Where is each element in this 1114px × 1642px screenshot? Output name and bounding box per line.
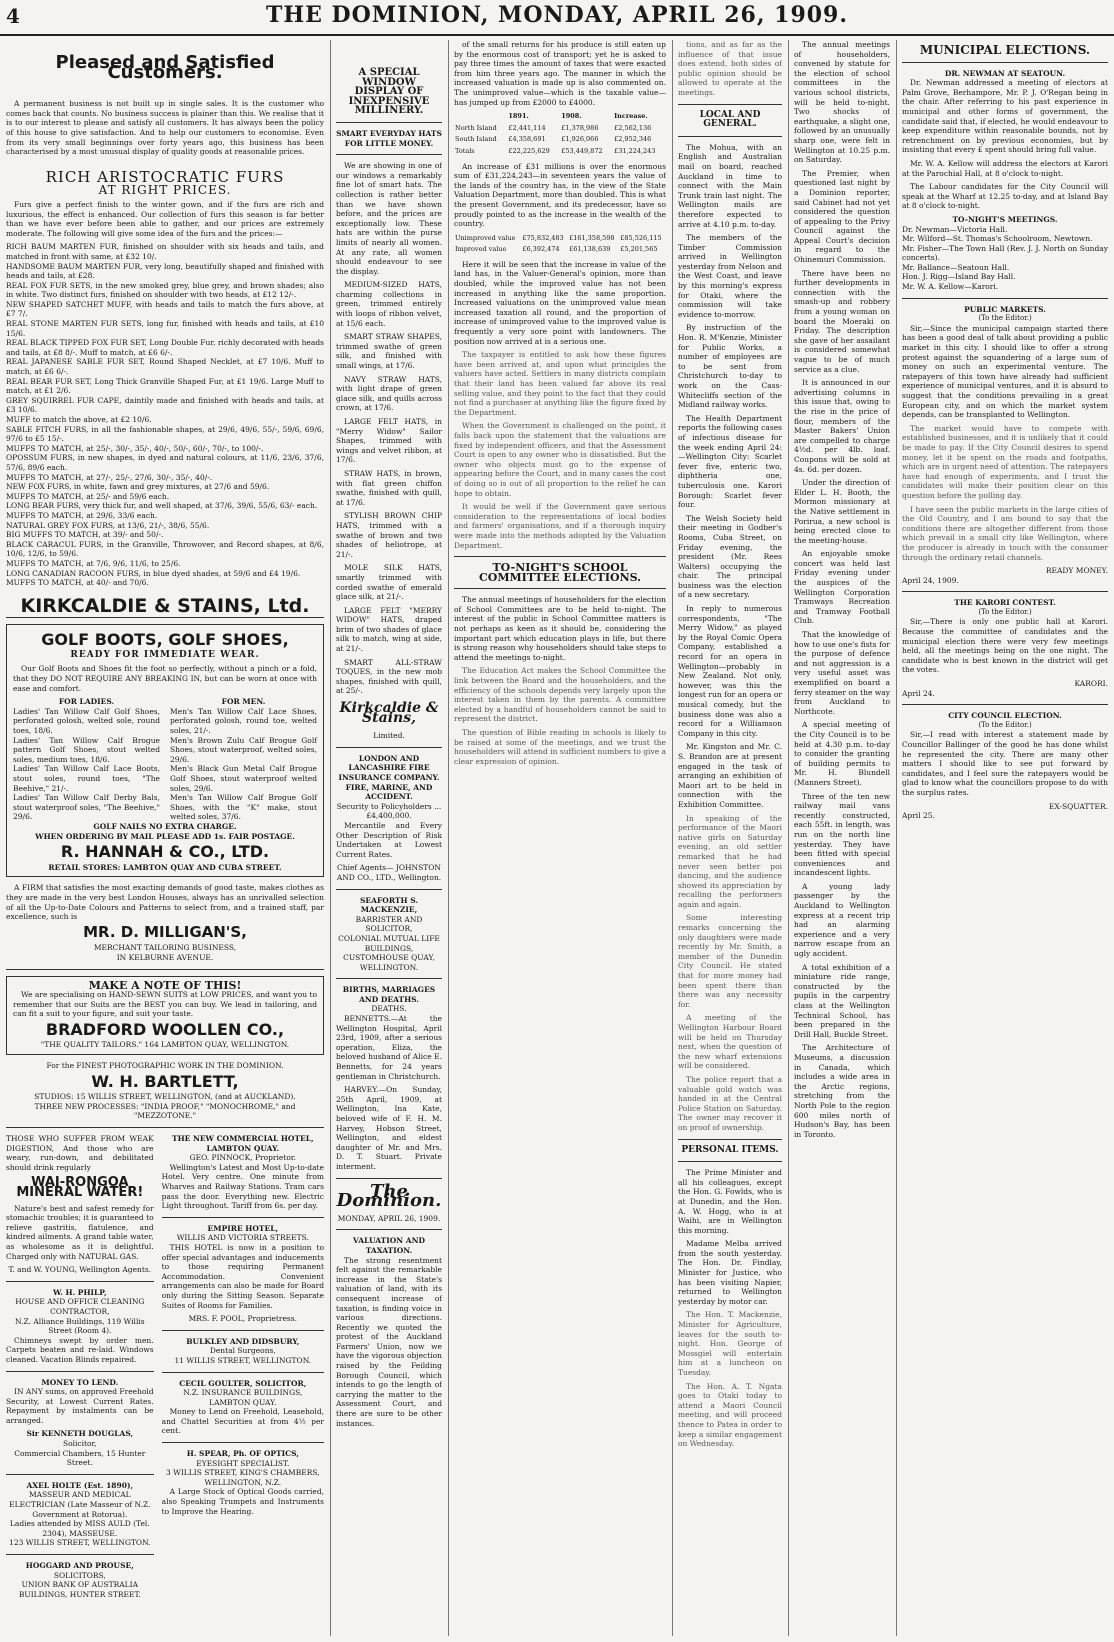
markets-date: April 24, 1909. <box>902 575 959 585</box>
golf-advert <box>6 624 324 877</box>
valuation-continued: of the small returns for his produce is still eaten up by the enormous cost of transport; yet he is asked to pay three times the amount of taxes that were exacted from him three years ago. The manner in which the increased valuation is made up is also commented on. The unimproved value—which is the taxable value—has jumped up from £2000 to £4000. <box>454 40 666 107</box>
municipal-heading: MUNICIPAL ELECTIONS. <box>919 43 1091 57</box>
hat-item: LARGE FELT HATS, in "Merry Widow" Sailor Shapes, trimmed with wings and velvet ribbon, at 17/6. <box>336 417 442 465</box>
list-item: REAL STONE MARTEN FUR SETS, long fur, finished with heads and tails, at £10 15/6. <box>6 319 324 338</box>
list-item: Men's Black Gun Metal Calf Brogue Golf Shoes, stout waterproof welted soles, 29/6. <box>170 764 317 793</box>
city-letter: Sir,—I read with interest a statement made by Councillor Ballinger of the good he has done whilst he represented the city. There are many other matters I should like to see put forward by candidates, and I feel sure the ratepayers would be glad to know what the councillors propose to do with the surplus rates. <box>902 730 1108 797</box>
newman-body: Dr. Newman addressed a meeting of electors at Palm Grove, Berhampore, Mr. P. J. O'Regan being in the chair. After referring to his past experience in municipal and other forms of government, the candidate said that, if elected, he would endeavour to keep expenditure within reasonable bounds, not by retrenchment on by previous economies, but by insisting that every £ spent should bring full value. <box>902 78 1108 155</box>
philp-trade: HOUSE AND OFFICE CLEANING CONTRACTOR, <box>15 1297 145 1316</box>
bulkley-address: 11 WILLIS STREET, WELLINGTON. <box>174 1355 312 1365</box>
paper-date: MONDAY, APRIL 26, 1909. <box>337 1213 441 1223</box>
furs-subtitle: AT RIGHT PRICES. <box>98 183 232 198</box>
hannah-address: RETAIL STORES: LAMBTON QUAY AND CUBA STREET. <box>48 862 282 872</box>
local-item: The Mohua, with an English and Australian mail on board, reached Auckland in time to connect with the Main Trunk train last night. The Wellington mails are therefore expected to arrive at 4.10 p.m. to-day. <box>678 142 782 229</box>
london-insurance-lines: FIRE, MARINE, AND ACCIDENT. <box>345 782 433 802</box>
valuation-table-2 <box>454 233 666 256</box>
local-item: An enjoyable smoke concert was held last Friday evening under the auspices of the Wellington Corporation Tramways Recreation and Tramway Football Club. <box>794 549 890 626</box>
death-notice: BENNETTS.—At the Wellington Hospital, April 23rd, 1909, after a serious operation, Eliza, the beloved husband of Alice E. Bennetts, for 24 years gentleman in Christchurch. <box>336 1014 442 1081</box>
local-heading: LOCAL AND GENERAL. <box>699 109 761 130</box>
valuation-paragraph: An increase of £31 millions is over the enormous sum of £31,224,243—in seventeen years the value of the lands of the country has, in the view of the State Valuation Department, more than doubled. This is what the present Government, and its predecessor, have so proudly pointed to as the increase in the wealth of the country. <box>454 161 666 229</box>
local-item: A total exhibition of a miniature ride range, constructed by the pupils in the carpentry class at the Wellington Technical School, has been prepared in the Drill Hall, Buckle Street. <box>794 962 890 1039</box>
newspaper-title: THE DOMINION, MONDAY, APRIL 26, 1909. <box>265 2 849 28</box>
list-item: Men's Brown Zulu Calf Brogue Golf Shoes, stout waterproof, welted soles, 29/6. <box>170 735 317 764</box>
list-item: Men's Tan Willow Calf Lace Shoes, perforated golosh, round toe, welted soles, 21/-. <box>170 706 317 736</box>
empire-hotel-prop: MRS. F. POOL, Proprietress. <box>188 1314 297 1324</box>
list-item: Dr. Newman—Victoria Hall. <box>902 224 1008 234</box>
bartlett-address: STUDIOS: 15 WILLIS STREET, WELLINGTON, (and at AUCKLAND). <box>34 1092 296 1102</box>
school-body: The annual meetings of householders for the election of School Committees are to be held to-night. The interest of the public in School Committee matters is not perhaps as keen as it should be, considering the important part which education plays in life, but there is strong reason why householders should take steps to attend the meetings to-night. <box>454 595 666 662</box>
london-insurance-security: Security to Policyholders ... £4,400,000. <box>336 801 442 821</box>
local-item: The members of the Timber Commission arrived in Wellington yesterday from Nelson and the West Coast, and leave by this morning's express for Otaki, where the commission will take evidence to-morrow. <box>678 233 782 319</box>
newman-body: The Labour candidates for the City Council will speak at the Wharf at 12.25 to-day, and at Island Bay at 8 o'clock to-night. <box>902 182 1108 211</box>
list-item: OPOSSUM FURS, in new shapes, in dyed and natural colours, at 11/6, 23/6, 37/6, 57/6, 89/6 each. <box>6 453 324 472</box>
city-signature: EX-SQUATTER. <box>1048 801 1108 811</box>
london-insurance-name: LONDON AND LANCASHIRE FIRE INSURANCE COMPANY. <box>338 753 440 782</box>
list-item: NEW FOX FURS, in white, fawn and grey mixtures, at 27/6 and 59/6. <box>6 482 270 492</box>
list-item: LONG CANADIAN RACOON FURS, in blue dyed shades, at 59/6 and £4 19/6. <box>6 568 301 578</box>
list-item: Mr. Fisher—The Town Hall (Rev. J. J. North on Sunday concerts). <box>902 243 1108 263</box>
local-item: Under the direction of Elder L. H. Booth, the Mormon missionary at the Native settlement in Porirua, a new school is being erected close to the meeting-house. <box>794 478 890 545</box>
karori-letter: Sir,—There is only one public hall at Karori. Because the committee of candidates and the municipal election there were very few meetings held, all the meetings being on the one night. The candidate who is best known in the district will get the votes. <box>902 617 1108 675</box>
goulter-address: N.Z. INSURANCE BUILDINGS, LAMBTON QUAY. <box>183 1388 303 1407</box>
personal-heading: PERSONAL ITEMS. <box>681 1144 779 1155</box>
local-item: The annual meetings of householders, convened by statute for the election of school committees in the various school districts, will be held to-night. Two shocks of earthquake, a slight one, followed by an unusually sharp one, were felt in Wellington at 10.25 p.m. on Saturday. <box>794 40 890 165</box>
list-item: LONG BEAR FURS, very thick fur, and well shaped, at 37/6, 39/6, 55/6, 63/- each. <box>6 501 318 511</box>
list-item: MUFFS TO MATCH, at 25/-, 30/-, 35/-, 40/-, 50/-, 60/-, 70/-, to 100/-. <box>6 443 264 453</box>
newman-body: Mr. W. A. Kellow will address the electors at Karori at the Parochial Hall, at 8 o'clock to-night. <box>902 158 1108 178</box>
goulter-body: Money to Lend on Freehold, Leasehold, and Chattel Securities at from 4½ per cent. <box>161 1407 324 1436</box>
table-row: North Island £2,441,114 £1,378,986 £2,562,136 <box>455 123 652 132</box>
ks-name: Kirkcaldie & Stains, <box>339 700 439 726</box>
local-item: The Health Department reports the following cases of infectious disease for the week ending April 24:—Wellington City: Scarlet fever five, enteric two, diphtheria one, tuberculosis one. Karori Borough: Scarlet fever four. <box>678 413 782 510</box>
milligan-name: MR. D. MILLIGAN'S, <box>83 922 247 941</box>
bulkley-name: BULKLEY AND DIDSBURY, <box>186 1336 300 1346</box>
list-item: REAL BLACK TIPPED FOX FUR SET, Long Double Fur, richly decorated with heads and tails, at £8 8/-. Muff to match, at £6 6/-. <box>6 338 324 357</box>
window-intro: We are showing in one of our windows a remarkably fine lot of smart hats. The collection is rather better than we have shown before, and the prices are exceptionally low. These hats are within the purse limits of nearly all women. At any rate, all women should endeavour to see the display. <box>336 161 442 276</box>
masthead <box>0 0 1114 36</box>
hannah-name: R. HANNAH & CO., LTD. <box>60 842 270 862</box>
hat-item: MOLE SILK HATS, smartly trimmed with corded swathe of emerald glace silk, at 21/-. <box>336 563 442 602</box>
karori-heading: THE KARORI CONTEST. <box>954 598 1056 608</box>
money-title: MONEY TO LEND. <box>41 1377 119 1387</box>
local-item: It is announced in our advertising columns in this issue that, owing to the rise in the price of flour, members of the Master Bakers' Union are compelled to charge 4½d. per 4lb. loaf. Coupons will be sold at 4s. 6d. per dozen. <box>794 378 890 474</box>
hat-item: LARGE FELT "MERRY WIDOW" HATS, draped brim of two shades of glace silk to match, wing at side, at 21/-. <box>336 605 442 654</box>
bradford-note: MAKE A NOTE OF THIS! <box>88 978 242 992</box>
column-rule <box>788 40 789 1636</box>
valuation-body: The strong resentment felt against the remarkable increase in the State's valuation of land, with its consequent increase of taxation, is finding voice in various directions. Recently we quoted the protest of the Auckland Farmers' Union, now we have the vigorous objection raised by the Feilding Borough Council, which intends to go the length of carrying the matter to the Assessment Court, and there are sure to be other instances. <box>336 1255 442 1428</box>
list-item: RICH BAUM MARTEN FUR, finished on shoulder with six heads and tails, and matched in front with same, at £32 10/. <box>6 242 324 261</box>
holte-address: 123 WILLIS STREET, WELLINGTON. <box>9 1538 151 1548</box>
spear-name: H. SPEAR, Ph. OF OPTICS, <box>186 1449 299 1459</box>
list-item: REAL JAPANESE SABLE FUR SET, Round Shaped Necklet, at £7 10/6. Muff to match, at £6 6/-. <box>6 357 324 377</box>
column-local-continued <box>794 40 890 1636</box>
spear-trade: EYESIGHT SPECIALIST. <box>196 1458 290 1468</box>
local-item: In reply to numerous correspondents, "The Merry Widow," as played by the Royal Comic Opera Company, established a record for an opera in Wellington—probably in New Zealand. Not only, however, was this the longest run for an opera or musical comedy, but the business done was also a record for a Williamson Company in this city. <box>678 604 782 738</box>
bradford-name: BRADFORD WOOLLEN CO., <box>45 1019 285 1039</box>
list-item: HANDSOME BAUM MARTEN FUR, very long, beautifully shaped and finished with heads and tails, at £28. <box>6 261 324 281</box>
column-rule <box>896 40 897 1636</box>
golf-intro: Our Golf Boots and Shoes fit the foot so perfectly, without a pinch or a fold, that they DO NOT REQUIRE ANY BREAKING IN, but can be worn at once with ease and comfort. <box>13 664 317 693</box>
golf-nails: GOLF NAILS NO EXTRA CHARGE. <box>93 821 237 831</box>
hoggard-trade: SOLICITORS, <box>53 1570 106 1580</box>
local-item: The Premier, when questioned last night by a Dominion reporter, said Cabinet had not yet considered the question of appealing to the Privy Council against the Appeal Court's decision in regard to the Ohinemuri Commission. <box>794 168 890 265</box>
column-valuation: of the small returns for his produce is still eaten up by the enormous cost of transport; yet he is asked to pay three times the amount of taxes that were exacted from him three years ago. The manner in which the increased valuation is made up is also commented on. The unimproved value—which is the taxable value—has jumped up from £2000 to £4000. 1891. 1908. Increase. North Island £2,441,114 £1,378,986 £2,562,136 South Island £4,358,691 £1,926,066 £2,952,346 Totals £22,225,629 £53,449,872 £31,224,243 An increase of £31 millions is over the enormous sum of £31,224,243—in seventeen years the value of the lands of the country has, in the view of the State Valuation Department, more than doubled. This is what the present Government, and its predecessor, have so proudly pointed to as the increase in the wealth of the country. Unimproved value £75,832,483 £161,358,598 £85,526,115 Improved value £6,392,474 £61,138,639 £5,201,565 Here it will be seen that the increase in value of the land has, in the Valuer-General's opinion, more than doubled, while the improved value has not been increased in anything like the same proportion. Increased valuations on the unimproved value mean increased taxation all round, and the proportion of increase of unimproved value to the improved value is frequently a very sore point with landowners. The position now arrived at is a serious one. The taxpayer is entitled to ask how these figures have been arrived at, and upon what principles the valuers have acted. Settlers in many districts complain that their land has been valued far above its real selling value, and they point to the fact that they could not find a purchaser at anything like the figure fixed by the Department. When the Government is challenged on the point, it falls back upon the statement that the valuations are fixed by independent officers, and that the Assessment Court is open to any owner who is dissatisfied. But the owner who objects must go to the expense of appearing before the Court, and in many cases the cost of doing so is out of all proportion to the relief he can hope to obtain. It would be well if the Government gave serious consideration to the representations of local bodies and farmers' organisations, and if a thorough inquiry were made into the methods adopted by the Valuation Department. TO-NIGHT'S SCHOOL COMMITTEE ELECTIONS. The annual meetings of householders for the election of School Committees are to be held to-night. The interest of the public in School Committee matters is not perhaps as keen as it should be, considering the important part which education plays in life, but there is strong reason why householders should take steps to attend the meetings to-night. The Education Act makes the School Committee the link between the Board and the householders, and the efficiency of the schools depends very largely upon the interest taken in them by the parents. A committee elected by a handful of householders cannot be said to represent the district. The question of Bible reading in schools is likely to be raised at some of the meetings, and we trust the householders will attend in sufficient numbers to give a clear expression of opinion. <box>454 40 666 766</box>
kirk-body: A permanent business is not built up in single sales. It is the customer who comes back that counts. No business success is plainer than this. We realise that it is to our interest to please and satisfy all customers. It has always been the policy of this house to give satisfaction. And to help our customers to economise. Even from its very small beginnings over forty years ago, this business has been characterised by a most unusual display of quality goods at reasonable prices. <box>6 99 324 157</box>
local-item: There have been no further developments in connection with the smash-up and robbery from a young woman on board the Moeraki on Friday. The description she gave of her assailant is considered somewhat vague to be of much service as a clue. <box>794 268 890 374</box>
milligan-intro: A FIRM that satisfies the most exacting demands of good taste, makes clothes as they are made in the very best London Houses, always has an unrivalled selection of all the Up-to-Date Colours and Patterns to select from, and a trained staff, par excellence, such is <box>6 883 324 922</box>
karori-signature: KARORI. <box>1074 679 1108 689</box>
furs-title: RICH ARISTOCRATIC FURS <box>45 167 285 186</box>
london-insurance-body: Mercantile and Every Other Description of Risk Undertaken at Lowest Current Rates. <box>336 820 442 859</box>
list-item: MUFFS TO MATCH, at 29/6, 33/6 each. <box>6 510 158 520</box>
hat-item: NAVY STRAW HATS, with light drape of green glace silk, and quills across crown, at 17/6. <box>336 374 442 413</box>
local-item: The Welsh Society held their meeting in Godber's Rooms, Cuba Street, on Friday evening, the president (Mr. Rees Walters) occupying the chair. The principal business was the election of a new secretary. <box>678 513 782 600</box>
bartlett-name: W. H. BARTLETT, <box>91 1071 239 1091</box>
table-row: Unimproved value £75,832,483 £161,358,598 £85,526,115 <box>455 233 662 242</box>
list-item: Ladies' Tan Willow Calf Lace Boots, stout soles, round toes, "The Beehive," 21/-. <box>13 764 160 793</box>
list-item: Mr. Wilford—St. Thomas's Schoolroom, Newtown. <box>902 234 1093 244</box>
ks-ltd: Limited. <box>373 731 405 741</box>
local-item: A young lady passenger by the Auckland to Wellington express at a recent trip had an alarming experience and a very narrow escape from an ugly accident. <box>794 881 890 959</box>
list-item: NEW SHAPED SATCHET MUFF, with heads and tails to match the furs above, at £7 7/. <box>6 299 324 319</box>
list-item: Mr. W. A. Kellow—Karori. <box>902 282 999 292</box>
money-address: Commercial Chambers, 15 Hunter Street. <box>14 1448 146 1468</box>
golf-title: GOLF BOOTS, GOLF SHOES, <box>41 630 289 650</box>
karori-to-editor: (To the Editor.) <box>978 607 1032 616</box>
list-item: MUFFS TO MATCH, at 25/- and 59/6 each. <box>6 491 170 501</box>
column-rule <box>448 40 449 1636</box>
valuation-heading: VALUATION AND TAXATION. <box>353 1236 425 1255</box>
golf-subtitle: READY FOR IMMEDIATE WEAR. <box>70 649 260 660</box>
table-row: Improved value £6,392,474 £61,138,639 £5,201,565 <box>455 245 658 254</box>
mackenzie-name: SEAFORTH S. MACKENZIE, <box>360 895 418 915</box>
advertisement-column-kirkcaldie <box>6 40 324 1636</box>
bradford-text: We are specialising on HAND-SEWN SUITS at LOW PRICES, and want you to remember that our Suits are the BEST you can buy. We lead in tailoring, and can fit a suit to your figure, and suit your taste. <box>13 990 317 1019</box>
philp-body: Chimneys swept by order men. Carpets beaten and re-laid. Windows cleaned. Vacation Blinds repaired. <box>6 1335 154 1364</box>
list-item: Ladies' Tan Willow Calf Golf Shoes, perforated golosh, welted sole, round toes, 18/6. <box>13 706 160 736</box>
column-rule <box>672 40 673 1636</box>
empire-hotel-body: THIS HOTEL is now in a position to offer special advantages and inducements to those requiring Permanent Accommodation. Convenient arrangements can also be made for Board only during the Sitting Season. Separate Suites of Rooms for Families. <box>161 1242 324 1310</box>
mackenzie-address: COLONIAL MUTUAL LIFE BUILDINGS, CUSTOMHOUSE QUAY, WELLINGTON. <box>338 933 440 972</box>
list-item: Ladies' Tan Willow Calf Derby Bals, stout waterproof soles, "The Beehive," 29/6. <box>13 793 160 822</box>
commercial-hotel-body: Wellington's Latest and Most Up-to-date Hotel. Very centre. One minute from Wharves and Railway Stations. Tram cars pass the door. Everything new. Electric Light throughout. Tariff from 6s. per day. <box>161 1162 324 1211</box>
table-row: Totals £22,225,629 £53,449,872 £31,224,243 <box>455 146 656 155</box>
column-rule <box>330 40 331 1636</box>
commercial-hotel-prop: GEO. PINNOCK, Proprietor. <box>189 1153 296 1163</box>
markets-letter: Sir,—Since the municipal campaign started there has been a good deal of talk about providing a public market in this city. I should like to offer a strong protest against the squandering of a large sum of money on such an experimental venture. The ratepayers of this town have already had sufficient experience of municipal ventures, and it is absurd to suggest that the conditions prevailing in a great European city, and on which the market system depends, can be transplanted to Wellington. <box>902 323 1108 420</box>
personal-item: Madame Melba arrived from the south yesterday. The Hon. Dr. Findlay, Minister for Justice, who has been visiting Napier, returned to Wellington yesterday by motor car. <box>678 1239 782 1306</box>
list-item: Mr. Ballance—Seatoun Hall. <box>902 262 1010 272</box>
page-number: 4 <box>6 4 20 28</box>
window-subheading: SMART EVERYDAY HATS FOR LITTLE MONEY. <box>336 128 442 148</box>
bartlett-intro: For the FINEST PHOTOGRAPHIC WORK IN THE DOMINION. <box>46 1061 284 1071</box>
list-item: BIG MUFFS TO MATCH, at 39/- and 50/-. <box>6 530 164 540</box>
bartlett-processes: THREE NEW PROCESSES: "INDIA PROOF," "MONOCHROME," and "MEZZOTONE." <box>34 1101 296 1121</box>
kirk-heading: Pleased and Satisfied Customers. <box>55 52 275 83</box>
holte-trade: MASSEUR AND MEDICAL ELECTRICIAN (Late Masseur of N.Z. Government at Rotorua). <box>9 1490 151 1519</box>
money-role: Solicitor, <box>62 1439 97 1449</box>
money-name: Sir KENNETH DOUGLAS, <box>26 1429 134 1439</box>
column-municipal: MUNICIPAL ELECTIONS. DR. NEWMAN AT SEATOUN. Dr. Newman addressed a meeting of electors at Palm Grove, Berhampore, Mr. P. J. O'Regan being in the chair. After referring to his past experience in municipal and other forms of government, the candidate said that, if elected, he would endeavour to keep expenditure within reasonable bounds, not by retrenchment on by previous economies, but by insisting that every £ spent should bring full value. Mr. W. A. Kellow will address the electors at Karori at the Parochial Hall, at 8 o'clock to-night. The Labour candidates for the City Council will speak at the Wharf at 12.25 to-day, and at Island Bay at 8 o'clock to-night. TO-NIGHT'S MEETINGS. Dr. Newman—Victoria Hall. Mr. Wilford—St. Thomas's Schoolroom, Newtown. Mr. Fisher—The Town Hall (Rev. J. J. North on Sunday concerts). Mr. Ballance—Seatoun Hall. Hon. J. Rigg—Island Bay Hall. Mr. W. A. Kellow—Karori. PUBLIC MARKETS. (To the Editor.) Sir,—Since the municipal campaign started there has been a good deal of talk about providing a public market in this city. I should like to offer a strong protest against the squandering of a large sum of money on such an experimental venture. The ratepayers of this town have already had sufficient experience of municipal ventures, and it is absurd to suggest that the conditions prevailing in a great European city, and on which the market system depends, can be transplanted to Wellington. The market would have to compete with established businesses, and it is unlikely that it could be made to pay. If the City Council desires to spend money, let it be spent on the roads and footpaths, which are in urgent need of attention. The ratepayers have had enough of experiments, and I trust the candidates will make their position clear on this question before the polling day. I have seen the public markets in the large cities of the Old Country, and I am bound to say that the conditions there are altogether different from those which prevail in a small city like Wellington, where the producer is already in touch with the consumer through the ordinary retail channels. READY MONEY. April 24, 1909. THE KARORI CONTEST. (To the Editor.) Sir,—There is only one public hall at Karori. Because the committee of candidates and the municipal election there were very few meetings held, all the meetings being on the one night. The candidate who is best known in the district will get the votes. KARORI. April 24. CITY COUNCIL ELECTION. (To the Editor.) Sir,—I read with interest a statement made by Councillor Ballinger of the good he has done whilst he represented the city. There are many other matters I should like to see put forward by candidates, and I feel sure the ratepayers would be glad to know what the councillors propose to do with the surplus rates. EX-SQUATTER. April 25. <box>902 43 1108 821</box>
hoggard-name: HOGGARD AND PROUSE, <box>25 1561 134 1570</box>
hat-item: MEDIUM-SIZED HATS, charming collections in green, trimmed entirely with loops of ribbon velvet, at 15/6 each. <box>336 280 442 328</box>
philp-name: W. H. PHILP, <box>53 1287 107 1297</box>
mackenzie-trade: BARRISTER AND SOLICITOR, <box>355 914 423 934</box>
karori-date: April 24. <box>902 688 935 698</box>
school-heading: TO-NIGHT'S SCHOOL COMMITTEE ELECTIONS. <box>478 561 642 584</box>
empire-hotel-name: EMPIRE HOTEL, <box>207 1223 279 1233</box>
list-item: MUFFS TO MATCH, at 27/-, 25/-, 27/6, 30/-, 35/-, 40/-. <box>6 472 213 482</box>
markets-signature: READY MONEY. <box>1045 566 1108 576</box>
wairongoa-intro: THOSE WHO SUFFER FROM WEAK DIGESTION, And those who are weary, run-down, and debilitated should drink regularly <box>6 1134 154 1172</box>
death-notice: HARVEY.—On Sunday, 25th April, 1909, at Wellington, Ina Kate, beloved wife of F. H. M. Harvey, Hobson Street, Wellington, and eldest daughter of Mr. and Mrs. D. T. Stuart. Private interment. <box>336 1085 442 1171</box>
philp-address: N.Z. Alliance Buildings, 119 Willis Street (Room 4). <box>15 1316 145 1336</box>
markets-to-editor: (To the Editor.) <box>978 314 1032 323</box>
personal-item: The Prime Minister and all his colleagues, except the Hon. G. Fowlds, who is at Dunedin, and the Hon. A. W. Hogg, who is at Waihi, are in Wellington this morning. <box>678 1168 782 1235</box>
hat-item: STRAW HATS, in brown, with flat green chiffon swathe, finished with quill, at 17/6. <box>336 468 442 507</box>
valuation-paragraph: Here it will be seen that the increase in value of the land has, in the Valuer-General's opinion, more than doubled, while the improved value has not been increased in anything like the same proportion. Increased valuations on the unimproved value mean increased taxation all round, and the proportion of increase of unimproved value to the improved value is frequently a very sore point with landowners. The position now arrived at is a serious one. <box>454 259 666 346</box>
golf-ladies-heading: FOR LADIES. <box>58 697 115 707</box>
goulter-name: CECIL GOULTER, SOLICITOR, <box>179 1378 307 1388</box>
deaths-heading: DEATHS. <box>371 1004 407 1014</box>
column-local: tions, and as far as the influence of that issue does extend, both sides of public opinion should be allowed to operate at the meetings. LOCAL AND GENERAL. The Mohua, with an English and Australian mail on board, reached Auckland in time to connect with the Main Trunk train last night. The Wellington mails are therefore expected to arrive at 4.10 p.m. to-day. The members of the Timber Commission arrived in Wellington yesterday from Nelson and the West Coast, and leave by this morning's express for Otaki, where the commission will take evidence to-morrow. By instruction of the Hon. R. M'Kenzie, Minister for Public Works, a number of employees are to be sent from Christchurch to-day to work on the Cass-Whitecliffs section of the Midland railway works. The Health Department reports the following cases of infectious disease for the week ending April 24:—Wellington City: Scarlet fever five, enteric two, diphtheria one, tuberculosis one. Karori Borough: Scarlet fever four. The Welsh Society held their meeting in Godber's Rooms, Cuba Street, on Friday evening, the president (Mr. Rees Walters) occupying the chair. The principal business was the election of a new secretary. In reply to numerous correspondents, "The Merry Widow," as played by the Royal Comic Opera Company, established a record for an opera in Wellington—probably in New Zealand. Not only, however, was this the longest run for an opera or musical comedy, but the business done was also a record for a Williamson Company in this city. Mr. Kingston and Mr. C. S. Brandon are at present engaged in the task of arranging an exhibition of Maori art to be held in connection with the Exhibition Committee. In speaking of the performance of the Maori native girls on Saturday evening, an old settler remarked that he had never seen better poi dancing, and the audience showed its appreciation by recalling the performers again and again. Some interesting remarks concerning the only daughters were made recently by Mr. Smith, a member of the Dunedin City Council. He stated that for more money had been spent there than there was any necessity for. A meeting of the Wellington Harbour Board will be held on Thursday next, when the question of the new wharf extensions will be considered. The police report that a valuable gold watch was handed in at the Central Police Station on Saturday. The owner may recover it on proof of ownership. PERSONAL ITEMS. The Prime Minister and all his colleagues, except the Hon. G. Fowlds, who is at Dunedin, and the Hon. A. W. Hogg, who is at Waihi, are in Wellington this morning. Madame Melba arrived from the south yesterday. The Hon. Dr. Findlay, Minister for Justice, who has been visiting Napier, returned to Wellington yesterday by motor car. The Hon. T. Mackenzie, Minister for Agriculture, leaves for the south to-night. Hon. George of Mossgiel will entertain him at a luncheon on Tuesday. The Hon. A. T. Ngata goes to Otaki today to attend a Maori Council meeting, and will proceed thence to Patea in order to keep a similar engagement on Wednesday. <box>678 40 782 1449</box>
city-heading: CITY COUNCIL ELECTION. <box>948 711 1062 721</box>
window-heading: A SPECIAL WINDOW DISPLAY OF INEXPENSIVE MILLINERY. <box>348 67 430 117</box>
newman-heading: DR. NEWMAN AT SEATOUN. <box>944 68 1066 78</box>
list-item: REAL BEAR FUR SET, Long Thick Granville Shaped Fur, at £1 19/6. Large Muff to match, at £1 2/6. <box>6 376 324 396</box>
milligan-address: IN KELBURNE AVENUE. <box>116 952 214 962</box>
table-header <box>454 111 507 123</box>
furs-list <box>6 242 324 587</box>
paper-nameplate: The Dominion. <box>336 1180 442 1212</box>
list-item: Hon. J. Rigg—Island Bay Hall. <box>902 272 1016 282</box>
list-item: SABLE FITCH FURS, in all the fashionable shapes, at 29/6, 49/6, 55/-, 59/6, 69/6, 97/6 to £5 15/-. <box>6 424 324 444</box>
golf-men-heading: FOR MEN. <box>221 697 266 707</box>
hat-item: STYLISH BROWN CHIP HATS, trimmed with a swathe of brown and two shades of heliotrope, at 21/-. <box>336 511 442 559</box>
local-item: Three of the ten new railway mail vans recently constructed, each 55ft. in length, was run on the north line yesterday. They have been fitted with special conveniences and incandescent lights. <box>794 791 890 878</box>
list-item: REAL FOX FUR SETS, in the new smoked grey, blue grey, and brown shades; also in white. Two distinct furs, finished on shoulder with two heads, at £12 12/-. <box>6 280 324 300</box>
list-item: Men's Tan Willow Calf Brogue Golf Shoes, with the "K" make, stout welted soles, 37/6. <box>170 793 317 822</box>
spear-address: 3 WILLIS STREET, KING'S CHAMBERS, WELLINGTON, N.Z. <box>165 1468 320 1487</box>
holte-ladies: Ladies attended by MISS AULD (Tel. 2304), MASSEUSE. <box>9 1519 150 1538</box>
money-body: IN ANY sums, on approved Freehold Security, at Lowest Current Rates. Repayment by instalments can be arranged. <box>6 1387 154 1425</box>
list-item: GREY SQUIRREL FUR CAPE, daintily made and finished with heads and tails, at £3 10/6. <box>6 395 324 415</box>
wairongoa-name: WAI-RONGOA MINERAL WATER! <box>16 1175 144 1200</box>
table-row: South Island £4,358,691 £1,926,066 £2,952,346 <box>455 135 652 144</box>
holte-name: AXEL HOLTE (Est. 1890), <box>26 1480 134 1490</box>
list-item: BLACK CARACUL FURS, in the Granville, Throwover, and Record shapes, at 8/6, 10/6, 12/6, to 59/6. <box>6 539 324 559</box>
local-item: The Architecture of Museums, a discussion in Canada, which includes a wide area in the Arctic regions, stretching from the North Pole to the region 600 miles north of Hudson's Bay, has been in Toronto. <box>794 1043 890 1139</box>
london-insurance-agents: Chief Agents— JOHNSTON AND CO., LTD., Wellington. <box>336 863 442 882</box>
bradford-address: "THE QUALITY TAILORS." 164 LAMBTON QUAY, WELLINGTON. <box>40 1040 290 1050</box>
local-item: A special meeting of the City Council is to be held at 4.30 p.m. to-day to consider the granting of building permits to Mr. H. Blundell (Manners Street). <box>794 720 890 787</box>
furs-intro: Furs give a perfect finish to the winter gown, and if the furs are rich and luxurious, the effect is enhanced. Our collection of furs this season is far better than we have ever before been able to gather, and our prices are extremely moderate. The following will give some idea of the furs and the prices:— <box>6 199 324 238</box>
list-item: NATURAL GREY FOX FURS, at 13/6, 21/-, 38/6, 55/6. <box>6 520 210 530</box>
bmd-heading: BIRTHS, MARRIAGES AND DEATHS. <box>342 985 436 1004</box>
table-header: 1891. <box>508 112 529 121</box>
list-item: Ladies' Tan Willow Calf Brogue pattern Golf Shoes, stout welted soles, medium toes, 18/6. <box>13 735 160 764</box>
city-to-editor: (To the Editor.) <box>978 720 1032 729</box>
local-item: By instruction of the Hon. R. M'Kenzie, Minister for Public Works, a number of employees are to be sent from Christchurch to-day to work on the Cass-Whitecliffs section of the Midland railway works. <box>678 323 782 410</box>
local-item: Mr. Kingston and Mr. C. S. Brandon are at present engaged in the task of arranging an exhibition of Maori art to be held in connection with the Exhibition Committee. <box>678 742 782 809</box>
kirk-firm-name: KIRKCALDIE & STAINS, Ltd. <box>20 594 310 617</box>
bulkley-trade: Dental Surgeons, <box>209 1346 276 1356</box>
golf-mail-note: WHEN ORDERING BY MAIL PLEASE ADD 1s. FAIR POSTAGE. <box>35 831 295 841</box>
local-item: That the knowledge of how to use one's fists for the purpose of defence and not aggression is a very useful asset was exemplified on board a ferry steamer on the way from Auckland to Northcote. <box>794 630 890 716</box>
column-millinery <box>336 40 442 1636</box>
bradford-advert <box>6 976 324 1056</box>
list-item: MUFFS TO MATCH, at 40/- and 70/6. <box>6 578 149 588</box>
hat-item: SMART STRAW SHAPES, trimmed swathe of green silk, and finished with small wings, at 17/6. <box>336 332 442 371</box>
wairongoa-agent: T. and W. YOUNG, Wellington Agents. <box>8 1265 152 1275</box>
milligan-trade: MERCHANT TAILORING BUSINESS, <box>93 943 237 953</box>
meetings-heading: TO-NIGHT'S MEETINGS. <box>952 214 1058 224</box>
hat-item: SMART ALL-STRAW TOQUES, in the new mob shapes, finished with quill, at 25/-. <box>336 657 442 696</box>
table-header: 1908. <box>561 112 582 121</box>
table-header: Increase. <box>614 112 648 121</box>
list-item: MUFF to match the above, at £2 10/6. <box>6 415 152 424</box>
valuation-table <box>454 111 666 157</box>
wairongoa-body: Nature's best and safest remedy for stomachic troubles; it is guaranteed to relieve gastritis, flatulence, and kindred ailments. A grand table water, as wholesome as it is delightful. Charged only with NATURAL GAS. <box>6 1203 154 1261</box>
hoggard-address: UNION BANK OF AUSTRALIA BUILDINGS, HUNTER STREET. <box>18 1580 141 1599</box>
list-item: MUFFS TO MATCH, at 7/6, 9/6, 11/6, to 25/6. <box>6 558 181 568</box>
city-date: April 25. <box>902 811 935 821</box>
markets-heading: PUBLIC MARKETS. <box>964 304 1046 314</box>
commercial-hotel-name: THE NEW COMMERCIAL HOTEL, LAMBTON QUAY. <box>171 1134 314 1153</box>
spear-body: A Large Stock of Optical Goods carried, also Speaking Trumpets and Instruments to Improve the Hearing. <box>161 1487 324 1516</box>
empire-hotel-address: WILLIS AND VICTORIA STREETS. <box>176 1233 309 1243</box>
